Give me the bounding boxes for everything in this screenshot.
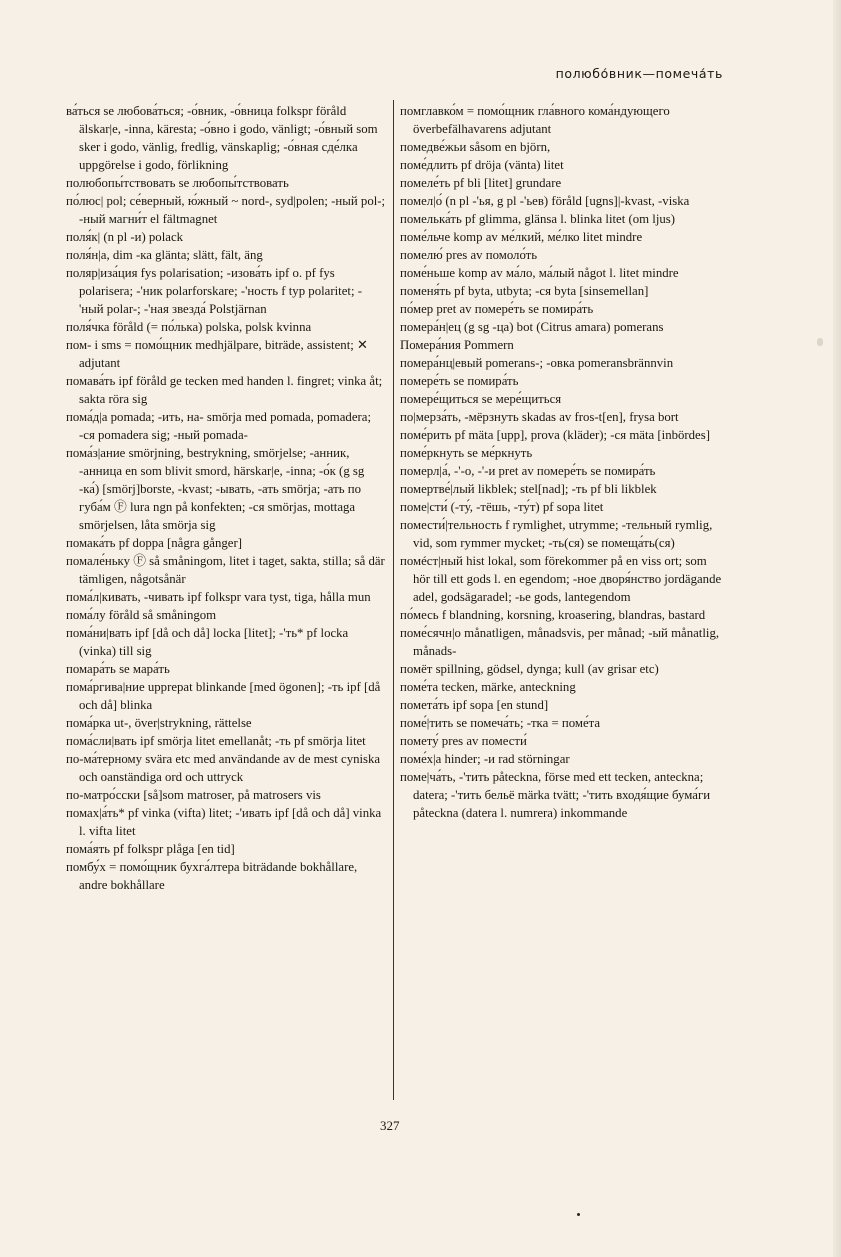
dictionary-entry: помака́ть pf doppa [några gånger] [66, 536, 242, 550]
dictionary-entry: помера́н|ец (g sg -ца) bot (Citrus amara) pomerans [400, 320, 664, 334]
dictionary-entry: поме|сти́ (-ту́, -тёшь, -ту́т) pf sopa litet [400, 500, 604, 514]
dictionary-entry: пома́ни|вать ipf [då och då] locka [litet]; -'ть* pf locka (vinka) till sig [66, 626, 349, 658]
dictionary-entry: помел|о́ (n pl -'ья, g pl -'ьев) föråld [ugns]|-kvast, -viska [400, 194, 690, 208]
dictionary-entry: Помера́ния Pommern [400, 338, 514, 352]
right-column [400, 102, 722, 822]
ink-speck [577, 1213, 580, 1216]
dictionary-entry: помедве́жьи såsom en björn, [400, 140, 551, 154]
dictionary-entry: ва́ться se любова́ться; -о́вник, -о́вница folkspr föråld älskar|e, -inna, käresta; -о́вно i godo, vänligt; -о́вный som sker i godo, vänlig, fredlig, vänskaplig; -о́вная сде́лка uppgörelse i godo, förlikning [66, 104, 378, 172]
page-edge [833, 0, 841, 1257]
dictionary-entry: полюбопы́тствовать se любопы́тствовать [66, 176, 289, 190]
dictionary-entry: поме́ньше komp av ма́ло, ма́лый något l. litet mindre [400, 266, 679, 280]
dictionary-entry: поля́чка föråld (= по́лька) polska, polsk kvinna [66, 320, 312, 334]
dictionary-entry: по́мер pret av помере́ть se помира́ть [400, 302, 594, 316]
dictionary-entry: помёт spillning, gödsel, dynga; kull (av grisar etc) [400, 662, 659, 676]
dictionary-entry: поля́к| (n pl -и) polack [66, 230, 184, 244]
page-number: 327 [380, 1118, 400, 1133]
dictionary-entry: пома́ять pf folkspr plåga [en tid] [66, 842, 235, 856]
dictionary-entry: поляр|иза́ция fys polarisation; -изова́ть ipf o. pf fys polarisera; -'ник polarforskare; -'ность f typ polaritet; -'ный polar-; -'ная звезда́ Polstjärnan [66, 266, 362, 316]
dictionary-entry: поме́|тить se помеча́ть; -тка = поме́та [400, 716, 601, 730]
dictionary-entry: поме́льче komp av ме́лкий, ме́лко litet mindre [400, 230, 643, 244]
dictionary-entry: пома́л|кивать, -чивать ipf folkspr vara tyst, tiga, hålla mun [66, 590, 371, 604]
dictionary-entry: поме́та tecken, märke, anteckning [400, 680, 576, 694]
dictionary-entry: поменя́ть pf byta, utbyta; -ся byta [sinsemellan] [400, 284, 649, 298]
column-divider [393, 100, 394, 1100]
dictionary-entry: помету́ pres av помести́ [400, 734, 527, 748]
left-column [66, 102, 386, 894]
dictionary-entry: помертве́|лый likblek; stel[nad]; -ть pf bli likblek [400, 482, 657, 496]
dictionary-entry: помере́ть se помира́ть [400, 374, 519, 388]
dictionary-entry: пома́з|ание smörjning, bestrykning, smörjelse; -анник, -анница en som blivit smord, härskar|e, -inna; -о́к (g sg -ка́) [smörj]borste, -kvast; -ывать, -ать smörja; -ать по губа́м Ⓕ lura ngn på konfekten; -ся smörjas, mottaga smörjelsen, låta smörja sig [66, 446, 365, 532]
dictionary-entry: помах|а́ть* pf vinka (vifta) litet; -'ивать ipf [då och då] vinka l. vifta litet [66, 806, 382, 838]
dictionary-entry: по|мерза́ть, -мёрзнуть skadas av fros-t[en], frysa bort [400, 410, 679, 424]
dictionary-entry: по-матро́сски [så]som matroser, på matrosers vis [66, 788, 321, 802]
dictionary-entry: помета́ть ipf sopa [en stund] [400, 698, 549, 712]
dictionary-entry: поме|ча́ть, -'тить påteckna, förse med ett tecken, anteckna; datera; -'тить бельё märka tvätt; -'тить входя́щие бума́ги påteckna (datera l. numrera) inkommande [400, 770, 711, 820]
dictionary-entry: пома́рка ut-, över|strykning, rättelse [66, 716, 252, 730]
dictionary-entry: помелька́ть pf glimma, glänsa l. blinka litet (om ljus) [400, 212, 676, 226]
dictionary-entry: пома́сли|вать ipf smörja litet emellanåt; -ть pf smörja litet [66, 734, 366, 748]
dictionary-entry: пома́д|а pomada; -ить, на- smörja med pomada, pomadera; -ся pomadera sig; -ный pomada- [66, 410, 372, 442]
dictionary-entry: помера́нц|евый pomerans-; -овка pomeransbrännvin [400, 356, 674, 370]
dictionary-entry: помара́ть se мара́ть [66, 662, 170, 676]
running-head: полюбо́вник—помеча́ть [555, 66, 723, 81]
dictionary-entry: по́люс| pol; се́верный, ю́жный ~ nord-, syd|polen; -ный pol-; -ный магни́т el fältmagnet [66, 194, 386, 226]
dictionary-entry: помале́ньку Ⓕ så småningom, litet i taget, sakta, stilla; så där tämligen, någotsånär [66, 554, 385, 586]
dictionary-entry: по-ма́терному svära etc med användande av de mest cyniska och oanständiga ord och uttryck [66, 752, 381, 784]
dictionary-entry: пом- i sms = помо́щник medhjälpare, biträde, assistent; ✕ adjutant [66, 338, 368, 370]
dictionary-entry: по́месь f blandning, korsning, kroasering, blandras, bastard [400, 608, 706, 622]
dictionary-entry: помере́щиться se мере́щиться [400, 392, 562, 406]
paper-mark [817, 338, 823, 346]
dictionary-entry: помбу́х = помо́щник бухга́лтера biträdande bokhållare, andre bokhållare [66, 860, 358, 892]
dictionary-entry: пома́лу föråld så småningom [66, 608, 217, 622]
dictionary-entry: пома́ргива|ние upprepat blinkande [med ögonen]; -ть ipf [då och då] blinka [66, 680, 381, 712]
dictionary-entry: помеле́ть pf bli [litet] grundare [400, 176, 562, 190]
dictionary-entry: померл|а́, -'-о, -'-и pret av помере́ть se помира́ть [400, 464, 656, 478]
dictionary-entry: поля́н|а, dim -ка glänta; slätt, fält, äng [66, 248, 263, 262]
dictionary-entry: помести́|тельность f rymlighet, utrymme; -тельный rymlig, vid, som rymmer mycket; -ть(ся) se помеща́ть(ся) [400, 518, 713, 550]
dictionary-entry: поме́рить pf mäta [upp], prova (kläder); -ся mäta [inbördes] [400, 428, 710, 442]
dictionary-entry: поме́ркнуть se ме́ркнуть [400, 446, 533, 460]
dictionary-entry: помéст|ный hist lokal, som förekommer på en viss ort; som hör till ett gods l. en egendom; -ное дворя́нство jordägande adel, godsägaradel; -ье gods, lantegendom [400, 554, 722, 604]
dictionary-entry: поме́сячн|о månatligen, månadsvis, per månad; -ый månatlig, månads- [400, 626, 720, 658]
dictionary-entry: помглавко́м = помо́щник гла́вного кома́ндующего överbefälhavarens adjutant [400, 104, 670, 136]
dictionary-entry: помава́ть ipf föråld ge tecken med handen l. fingret; vinka åt; sakta röra sig [66, 374, 383, 406]
dictionary-entry: поме́х|а hinder; -и rad störningar [400, 752, 570, 766]
dictionary-entry: помелю́ pres av помоло́ть [400, 248, 538, 262]
dictionary-entry: поме́длить pf dröja (vänta) litet [400, 158, 564, 172]
